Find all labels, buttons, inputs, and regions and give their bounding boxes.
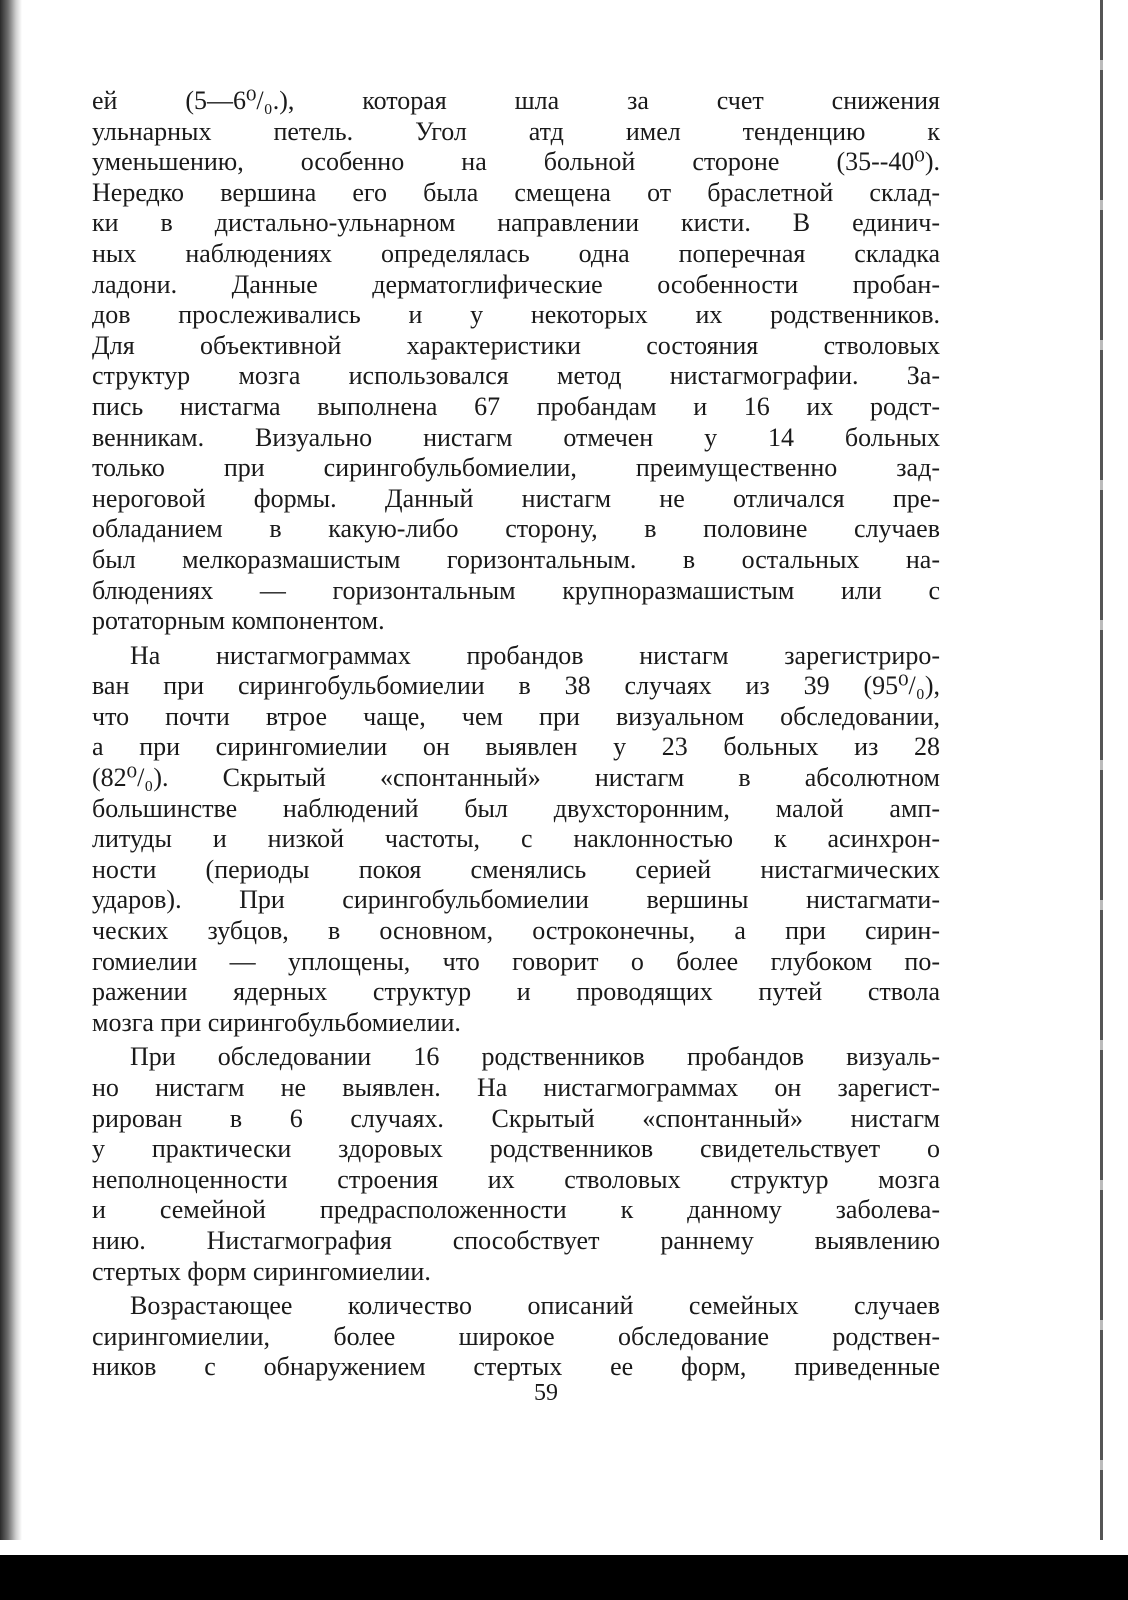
text-line: ки в дистально-ульнарном направлении кисти. В единич- (92, 208, 940, 238)
text-line: у практически здоровых родственников свидетельствует о (92, 1134, 940, 1164)
text-line: ников с обнаружением стертых ее форм, приведенные (92, 1352, 940, 1382)
page-text-block (92, 86, 940, 1387)
text-line: ротаторным компонентом. (92, 606, 385, 636)
paragraph-dermatoglyphics (92, 86, 940, 637)
text-line: литуды и низкой частоты, с наклонностью к асинхрон- (92, 824, 940, 854)
text-line: ульнарных петель. Угол атд имел тенденцию к (92, 116, 940, 146)
text-line: сирингомиелии, более широкое обследование родствен- (92, 1321, 940, 1351)
text-line: нероговой формы. Данный нистагм не отличался пре- (92, 483, 940, 513)
text-line: пись нистагма выполнена 67 пробандам и 16 их родст- (92, 391, 940, 421)
text-line: ударов). При сирингобульбомиелии вершины нистагмати- (92, 885, 940, 915)
paragraph-nystagmograms (92, 641, 940, 1039)
text-line: ван при сирингобульбомиелии в 38 случаях из 39 (95⁰/₀), (92, 671, 940, 701)
paragraph-relatives (92, 1042, 940, 1287)
text-line: Для объективной характеристики состояния стволовых (92, 330, 940, 360)
text-line: При обследовании 16 родственников пробандов визуаль- (130, 1042, 940, 1072)
text-line: ладони. Данные дерматоглифические особенности пробан- (92, 269, 940, 299)
page-number: 59 (534, 1380, 558, 1406)
text-line: большинстве наблюдений был двухсторонним, малой амп- (92, 793, 940, 823)
text-line: ческих зубцов, в основном, остроконечны, а при сирин- (92, 916, 940, 946)
paragraph-family-cases (92, 1291, 940, 1383)
text-line: ности (периоды покоя сменялись серией нистагмических (92, 854, 940, 884)
text-line: гомиелии — уплощены, что говорит о более глубоком по- (92, 946, 940, 976)
text-line: структур мозга использовался метод нистагмографии. За- (92, 361, 940, 391)
text-line: На нистагмограммах пробандов нистагм зарегистриро- (130, 640, 940, 670)
text-line: что почти втрое чаще, чем при визуальном обследовании, (92, 701, 940, 731)
text-line: блюдениях — горизонтальным крупноразмашистым или с (92, 575, 940, 605)
text-line: обладанием в какую-либо сторону, в половине случаев (92, 514, 940, 544)
text-line: уменьшению, особенно на больной стороне (35--40⁰). (92, 147, 940, 177)
text-line: неполноценности строения их стволовых структур мозга (92, 1164, 940, 1194)
text-line: (82⁰/₀). Скрытый «спонтанный» нистагм в абсолютном (92, 763, 940, 793)
text-line: нию. Нистагмография способствует раннему выявлению (92, 1225, 940, 1255)
text-line: ражении ядерных структур и проводящих путей ствола (92, 977, 940, 1007)
text-line: венникам. Визуально нистагм отмечен у 14 больных (92, 422, 940, 452)
text-line: дов прослеживались и у некоторых их родственников. (92, 300, 940, 330)
text-line: ей (5—6⁰/₀.), которая шла за счет снижения (92, 86, 940, 115)
text-line: и семейной предрасположенности к данному заболева- (92, 1195, 940, 1225)
text-line: но нистагм не выявлен. На нистагмограммах он зарегист- (92, 1073, 940, 1102)
text-line: Возрастающее количество описаний семейных случаев (130, 1291, 940, 1321)
text-line: а при сирингомиелии он выявлен у 23 больных из 28 (92, 732, 940, 762)
text-line: был мелкоразмашистым горизонтальным. в остальных на- (92, 544, 940, 574)
scan-left-edge-shadow (0, 0, 22, 1540)
text-line: мозга при сирингобульбомиелии. (92, 1007, 461, 1037)
scan-bottom-black-band (0, 1555, 1128, 1600)
text-line: только при сирингобульбомиелии, преимущественно зад- (92, 453, 940, 483)
text-line: ных наблюдениях определялась одна поперечная складка (92, 238, 940, 268)
scan-right-edge-line (1100, 0, 1103, 1540)
text-line: стертых форм сирингомиелии. (92, 1256, 431, 1286)
text-line: Нередко вершина его была смещена от браслетной склад- (92, 177, 940, 207)
text-line: рирован в 6 случаях. Скрытый «спонтанный» нистагм (92, 1103, 940, 1133)
